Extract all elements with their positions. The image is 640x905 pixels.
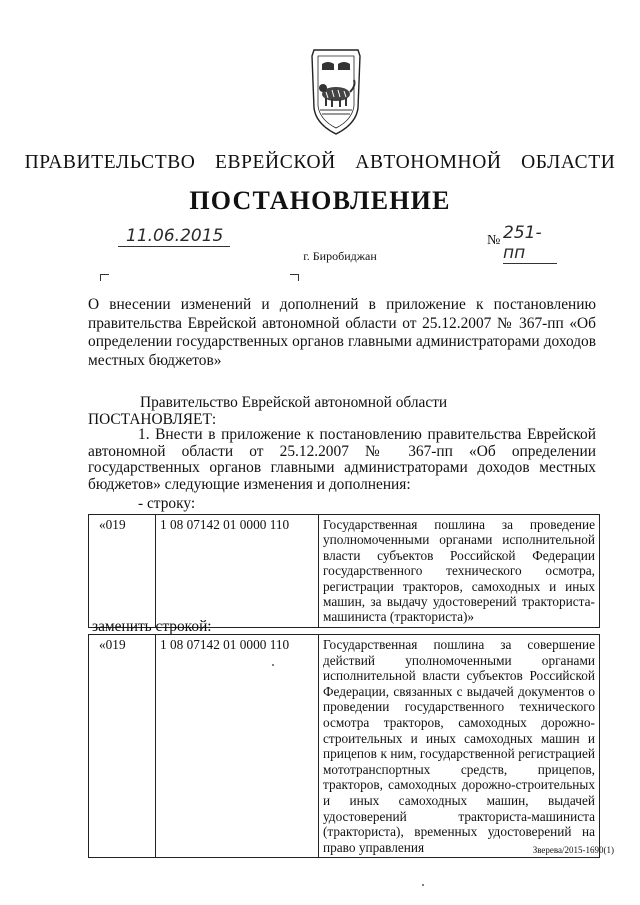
new-row-table (88, 634, 600, 858)
revenue-code-cell: 1 08 07142 01 0000 110 (156, 635, 319, 858)
replace-label: заменить строкой: (92, 618, 212, 635)
government-name: ПРАВИТЕЛЬСТВО ЕВРЕЙСКОЙ АВТОНОМНОЙ ОБЛАСТИ (24, 152, 616, 173)
document-number: 251-пп (503, 223, 557, 264)
item-1: 1. Внести в приложение к постановлению правительства Еврейской автономной области от 25.12.2007 № 367-пп «Об определении государственных органов главными администраторами доходов местных бюджетов» следующие изменения и дополнения: (88, 426, 596, 493)
admin-code-cell: «019 (89, 515, 156, 628)
table-row (89, 515, 600, 628)
table-row (89, 635, 600, 858)
row-label: - строку: (138, 495, 196, 512)
right-corner-mark (290, 274, 299, 281)
revenue-code-cell: 1 08 07142 01 0000 110 (156, 515, 319, 628)
old-row-table (88, 514, 600, 628)
description-cell: Государственная пошлина за совершение действий уполномоченными органами исполнительной власти субъектов Российской Федерации, связанных с выдачей документов о проведении государственного технического осмотра тракторов, самоходных дорожно-строительных и иных самоходных машин и прицепов к ним, государственной регистрацией мототранспортных средств, прицепов, тракторов, самоходных дорожно-строительных и иных самоходных машин, выдачей удостоверений тракториста-машиниста (тракториста), временных удостоверений на право управления (319, 635, 600, 858)
scan-speck (422, 884, 424, 886)
description-cell: Государственная пошлина за проведение уполномоченными органами исполнительной власти субъектов Российской Федерации государственного технического осмотра, регистрации тракторов, самоходных и иных машин, за выдачу удостоверений тракториста-машиниста (тракториста)» (319, 515, 600, 628)
scan-speck (272, 664, 274, 666)
city: г. Биробиджан (303, 249, 377, 263)
coat-of-arms-icon (304, 42, 368, 138)
document-type: ПОСТАНОВЛЕНИЕ (189, 186, 451, 215)
footer-code: Зверева/2015-1690(1) (532, 845, 614, 855)
preamble: Правительство Еврейской автономной области (140, 394, 448, 411)
number-label: № (487, 233, 501, 248)
left-corner-mark (100, 274, 109, 281)
document-subject: О внесении изменений и дополнений в приложение к постановлению правительства Еврейской автономной области от 25.12.2007 № 367-пп «Об определении государственных органов главными администраторами доходов местных бюджетов» (88, 296, 596, 369)
decree-word: ПОСТАНОВЛЯЕТ: (88, 411, 217, 428)
document-date: 11.06.2015 (118, 226, 230, 247)
admin-code-cell: «019 (89, 635, 156, 858)
